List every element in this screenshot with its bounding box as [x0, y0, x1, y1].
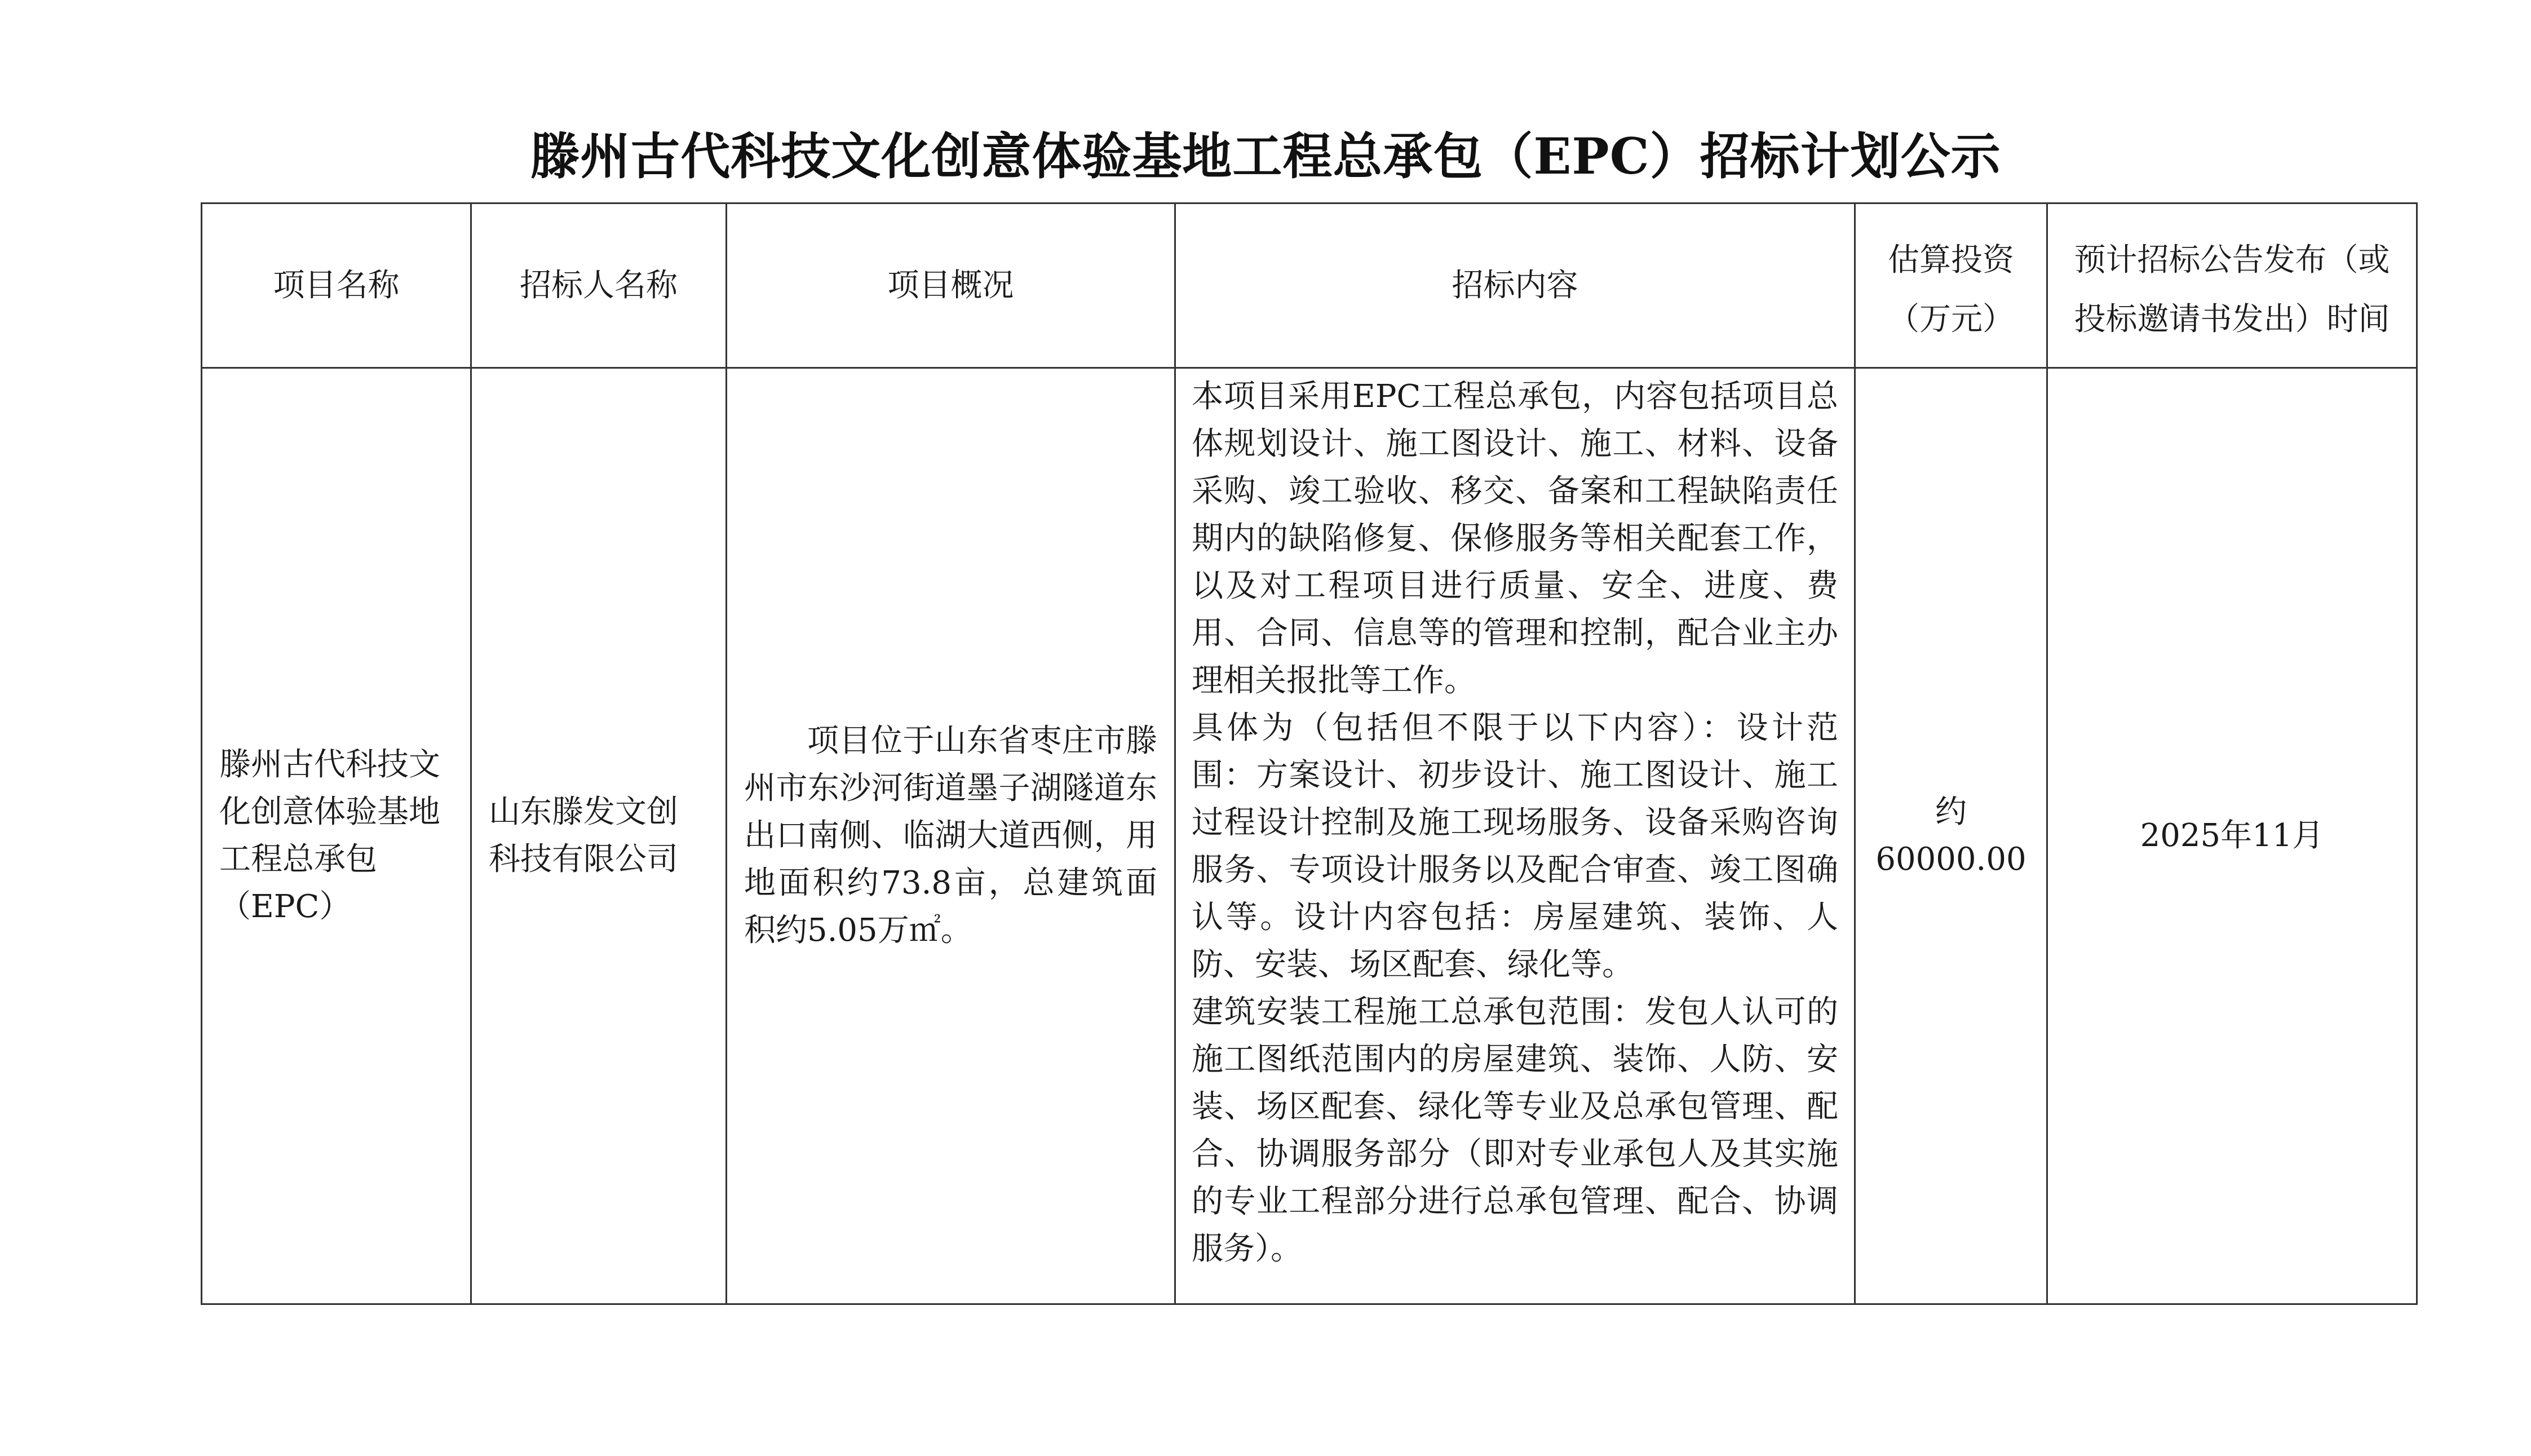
header-publish-time-line1: 预计招标公告发布（或	[2074, 241, 2390, 278]
cell-investment	[1855, 368, 2047, 1304]
header-project-name-label: 项目名称	[273, 267, 400, 304]
publish-time-text: 2025年11月	[2140, 817, 2324, 854]
header-investment-line1: 估算投资	[1888, 241, 2014, 278]
header-content	[1175, 203, 1855, 368]
table-row	[202, 368, 2417, 1304]
header-tenderer-label: 招标人名称	[520, 267, 678, 304]
header-project-name	[202, 203, 471, 368]
project-name-text: 滕州古代科技文化创意体验基地工程总承包（EPC）	[219, 746, 440, 925]
header-investment-line2: （万元）	[1888, 300, 2014, 338]
tender-plan-table	[201, 202, 2418, 1305]
content-paragraph-2: 具体为（包括但不限于以下内容）：设计范围：方案设计、初步设计、施工图设计、施工过程设计控制及施工现场服务、设备采购咨询服务、专项设计服务以及配合审查、竣工图确认等。设计内容包括：房屋建筑、装饰、人防、安装、场区配套、绿化等。	[1192, 710, 1838, 983]
header-publish-time	[2047, 203, 2417, 368]
content-paragraph-1: 本项目采用EPC工程总承包，内容包括项目总体规划设计、施工图设计、施工、材料、设备采购、竣工验收、移交、备案和工程缺陷责任期内的缺陷修复、保修服务等相关配套工作，以及对工程项目进行质量、安全、进度、费用、合同、信息等的管理和控制，配合业主办理相关报批等工作。	[1192, 378, 1838, 699]
tenderer-text: 山东滕发文创科技有限公司	[489, 794, 678, 878]
header-content-label: 招标内容	[1452, 267, 1578, 304]
table-header-row	[202, 203, 2417, 368]
header-overview-label: 项目概况	[887, 267, 1014, 304]
content-paragraph-3: 建筑安装工程施工总承包范围：发包人认可的施工图纸范围内的房屋建筑、装饰、人防、安装、场区配套、绿化等专业及总承包管理、配合、协调服务部分（即对专业承包人及其实施的专业工程部分进行总承包管理、配合、协调服务）。	[1192, 994, 1838, 1267]
cell-content	[1175, 368, 1855, 1304]
header-publish-time-line2: 投标邀请书发出）时间	[2074, 300, 2390, 338]
header-tenderer	[471, 203, 727, 368]
cell-overview	[727, 368, 1175, 1304]
page-title: 滕州古代科技文化创意体验基地工程总承包（EPC）招标计划公示	[530, 127, 2001, 185]
investment-value: 60000.00	[1875, 841, 2026, 878]
cell-project-name	[202, 368, 471, 1304]
cell-tenderer	[471, 368, 727, 1304]
overview-text: 项目位于山东省枣庄市滕州市东沙河街道墨子湖隧道东出口南侧、临湖大道西侧，用地面积约73.8亩，总建筑面积约5.05万㎡。	[744, 723, 1157, 949]
header-investment	[1855, 203, 2047, 368]
investment-prefix: 约	[1935, 794, 1967, 830]
header-overview	[727, 203, 1175, 368]
cell-publish-time	[2047, 368, 2417, 1304]
